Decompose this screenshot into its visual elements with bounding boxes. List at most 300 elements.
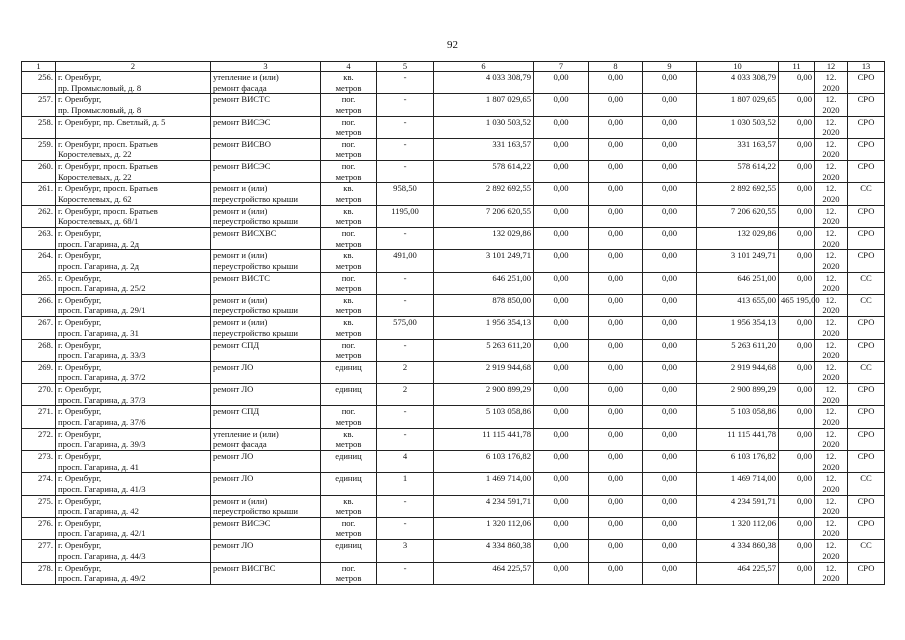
other-funds-cell: 0,00 [779, 228, 815, 250]
fund-cell: 0,00 [643, 517, 697, 539]
work-type-cell [211, 138, 321, 160]
address-line: г. Оренбург, просп. Братьев [58, 183, 158, 194]
work-type-line: ремонт и (или) [213, 294, 268, 305]
work-type-line: переустройство крыши [213, 305, 298, 316]
unit-line: пог. [341, 138, 356, 149]
page-number: 92 [447, 39, 458, 51]
fund-cell: 0,00 [643, 228, 697, 250]
completion-date-cell [815, 228, 848, 250]
work-type-cell [211, 205, 321, 227]
row-number-cell: 259. [22, 138, 56, 160]
date-line: 12. [825, 562, 837, 573]
total-cost-cell: 646 251,00 [434, 272, 534, 294]
date-line: 2020 [822, 461, 840, 472]
date-line: 12. [825, 473, 837, 484]
work-type-cell [211, 94, 321, 116]
row-number-cell: 270. [22, 384, 56, 406]
work-type-line: ремонт СПД [213, 339, 260, 350]
fund-cell: 0,00 [589, 473, 643, 495]
date-line: 2020 [822, 305, 840, 316]
unit-cell [321, 406, 377, 428]
row-number-cell: 277. [22, 540, 56, 562]
other-funds-cell: 465 195,00 [779, 294, 815, 316]
fund-cell: 0,00 [643, 72, 697, 94]
unit-line: пог. [341, 517, 356, 528]
fund-cell: 0,00 [534, 294, 589, 316]
unit-cell [321, 428, 377, 450]
date-line: 2020 [822, 238, 840, 249]
unit-cell [321, 161, 377, 183]
fund-cell: 0,00 [589, 339, 643, 361]
unit-cell [321, 339, 377, 361]
unit-line: пог. [341, 562, 356, 573]
fund-cell: 0,00 [589, 161, 643, 183]
date-line: 12. [825, 272, 837, 283]
quantity-cell: 575,00 [377, 317, 434, 339]
quantity-cell: 1195,00 [377, 205, 434, 227]
fund-cell: 0,00 [643, 361, 697, 383]
other-funds-cell: 0,00 [779, 272, 815, 294]
fund-cell: 0,00 [643, 473, 697, 495]
date-line: 12. [825, 406, 837, 417]
fund-cell: 0,00 [589, 228, 643, 250]
fund-type-cell: СС [848, 272, 885, 294]
table-row [22, 406, 885, 428]
fund-cell: 0,00 [534, 116, 589, 138]
total-cost-cell: 1 320 112,06 [434, 517, 534, 539]
row-number-cell: 260. [22, 161, 56, 183]
unit-line: единиц [335, 384, 362, 395]
completion-date-cell [815, 272, 848, 294]
other-funds-cell: 0,00 [779, 317, 815, 339]
fund-cell: 0,00 [643, 116, 697, 138]
work-type-cell [211, 183, 321, 205]
completion-date-cell [815, 495, 848, 517]
table-row [22, 161, 885, 183]
quantity-cell: - [377, 406, 434, 428]
fund-type-cell: СРО [848, 317, 885, 339]
unit-cell [321, 250, 377, 272]
date-line: 12. [825, 205, 837, 216]
unit-cell [321, 517, 377, 539]
unit-line: пог. [341, 94, 356, 105]
unit-line: пог. [341, 339, 356, 350]
fund-cell: 0,00 [534, 250, 589, 272]
quantity-cell: 1 [377, 473, 434, 495]
address-line: просп. Гагарина, д. 41/3 [58, 483, 146, 494]
table-row [22, 94, 885, 116]
table-row [22, 339, 885, 361]
owners-funds-cell: 5 103 058,86 [697, 406, 779, 428]
work-type-cell [211, 72, 321, 94]
address-line: г. Оренбург, [58, 72, 102, 82]
unit-line: метров [335, 127, 362, 138]
quantity-cell: - [377, 228, 434, 250]
fund-cell: 0,00 [534, 272, 589, 294]
address-line: просп. Гагарина, д. 42 [58, 506, 139, 517]
fund-type-cell: СС [848, 473, 885, 495]
fund-type-cell: СРО [848, 428, 885, 450]
date-line: 12. [825, 540, 837, 551]
date-line: 12. [825, 94, 837, 105]
completion-date-cell [815, 317, 848, 339]
other-funds-cell: 0,00 [779, 406, 815, 428]
date-line: 2020 [822, 104, 840, 115]
other-funds-cell: 0,00 [779, 451, 815, 473]
work-type-line: переустройство крыши [213, 193, 298, 204]
other-funds-cell: 0,00 [779, 72, 815, 94]
address-cell [56, 161, 211, 183]
address-cell [56, 138, 211, 160]
row-number-cell: 269. [22, 361, 56, 383]
column-header: 1 [22, 62, 56, 72]
date-line: 2020 [822, 416, 840, 427]
address-cell [56, 540, 211, 562]
other-funds-cell: 0,00 [779, 116, 815, 138]
other-funds-cell: 0,00 [779, 361, 815, 383]
column-header: 9 [643, 62, 697, 72]
date-line: 2020 [822, 573, 840, 584]
fund-cell: 0,00 [534, 428, 589, 450]
owners-funds-cell: 2 919 944,68 [697, 361, 779, 383]
other-funds-cell: 0,00 [779, 540, 815, 562]
address-line: просп. Гагарина, д. 44/3 [58, 550, 146, 561]
unit-line: кв. [343, 428, 354, 439]
fund-cell: 0,00 [589, 94, 643, 116]
row-number-cell: 271. [22, 406, 56, 428]
address-line: г. Оренбург, просп. Братьев [58, 205, 158, 216]
work-type-line: ремонт ЛО [213, 540, 254, 551]
unit-line: кв. [343, 72, 354, 82]
completion-date-cell [815, 116, 848, 138]
fund-cell: 0,00 [534, 517, 589, 539]
unit-line: кв. [343, 317, 354, 328]
row-number-cell: 268. [22, 339, 56, 361]
address-line: г. Оренбург, [58, 406, 102, 417]
other-funds-cell: 0,00 [779, 161, 815, 183]
address-line: просп. Гагарина, д. 29/1 [58, 305, 146, 316]
unit-line: метров [335, 528, 362, 539]
unit-line: кв. [343, 183, 354, 194]
total-cost-cell: 464 225,57 [434, 562, 534, 584]
unit-line: метров [335, 104, 362, 115]
work-type-line: ремонт ЛО [213, 451, 254, 462]
fund-cell: 0,00 [643, 294, 697, 316]
owners-funds-cell: 1 320 112,06 [697, 517, 779, 539]
date-line: 2020 [822, 82, 840, 93]
row-number-cell: 267. [22, 317, 56, 339]
fund-cell: 0,00 [534, 94, 589, 116]
column-header: 13 [848, 62, 885, 72]
address-line: г. Оренбург, [58, 339, 102, 350]
fund-type-cell: СРО [848, 562, 885, 584]
address-line: г. Оренбург, [58, 228, 102, 239]
fund-type-cell: СРО [848, 406, 885, 428]
total-cost-cell: 2 892 692,55 [434, 183, 534, 205]
work-type-line: ремонт СПД [213, 406, 260, 417]
table-row [22, 317, 885, 339]
other-funds-cell: 0,00 [779, 183, 815, 205]
owners-funds-cell: 3 101 249,71 [697, 250, 779, 272]
table-row [22, 473, 885, 495]
fund-type-cell: СРО [848, 451, 885, 473]
total-cost-cell: 578 614,22 [434, 161, 534, 183]
other-funds-cell: 0,00 [779, 384, 815, 406]
date-line: 2020 [822, 216, 840, 227]
work-type-cell [211, 562, 321, 584]
address-line: г. Оренбург, [58, 384, 102, 395]
unit-cell [321, 495, 377, 517]
completion-date-cell [815, 451, 848, 473]
fund-cell: 0,00 [589, 428, 643, 450]
fund-cell: 0,00 [643, 317, 697, 339]
address-cell [56, 183, 211, 205]
work-type-line: ремонт ВИСГВС [213, 562, 276, 573]
column-header: 10 [697, 62, 779, 72]
work-type-line: переустройство крыши [213, 327, 298, 338]
fund-cell: 0,00 [589, 562, 643, 584]
fund-type-cell: СРО [848, 517, 885, 539]
work-type-line: ремонт фасада [213, 82, 267, 93]
fund-cell: 0,00 [643, 94, 697, 116]
row-number-cell: 265. [22, 272, 56, 294]
other-funds-cell: 0,00 [779, 94, 815, 116]
fund-cell: 0,00 [643, 183, 697, 205]
unit-cell [321, 228, 377, 250]
fund-cell: 0,00 [643, 205, 697, 227]
owners-funds-cell: 1 030 503,52 [697, 116, 779, 138]
address-line: просп. Гагарина, д. 33/3 [58, 350, 146, 361]
date-line: 2020 [822, 193, 840, 204]
row-number-cell: 264. [22, 250, 56, 272]
owners-funds-cell: 578 614,22 [697, 161, 779, 183]
unit-cell [321, 205, 377, 227]
fund-type-cell: СРО [848, 72, 885, 94]
address-line: просп. Гагарина, д. 2д [58, 260, 139, 271]
owners-funds-cell: 2 900 899,29 [697, 384, 779, 406]
unit-cell [321, 384, 377, 406]
column-header: 7 [534, 62, 589, 72]
fund-type-cell: СС [848, 540, 885, 562]
work-type-line: утепление и (или) [213, 428, 279, 439]
address-line: г. Оренбург, просп. Братьев [58, 138, 158, 149]
completion-date-cell [815, 540, 848, 562]
unit-cell [321, 562, 377, 584]
owners-funds-cell: 464 225,57 [697, 562, 779, 584]
table-row [22, 540, 885, 562]
other-funds-cell: 0,00 [779, 339, 815, 361]
fund-cell: 0,00 [643, 161, 697, 183]
address-line: просп. Гагарина, д. 25/2 [58, 283, 146, 294]
row-number-cell: 256. [22, 72, 56, 94]
unit-line: единиц [335, 361, 362, 372]
fund-type-cell: СРО [848, 250, 885, 272]
quantity-cell: - [377, 339, 434, 361]
table-row [22, 205, 885, 227]
work-type-line: ремонт и (или) [213, 495, 268, 506]
total-cost-cell: 878 850,00 [434, 294, 534, 316]
fund-cell: 0,00 [589, 361, 643, 383]
work-type-line: ремонт ВИСХВС [213, 228, 277, 239]
total-cost-cell: 1 030 503,52 [434, 116, 534, 138]
total-cost-cell: 3 101 249,71 [434, 250, 534, 272]
owners-funds-cell: 7 206 620,55 [697, 205, 779, 227]
address-cell [56, 428, 211, 450]
repair-register-table [21, 61, 885, 585]
fund-cell: 0,00 [534, 317, 589, 339]
work-type-cell [211, 495, 321, 517]
address-cell [56, 339, 211, 361]
other-funds-cell: 0,00 [779, 138, 815, 160]
unit-line: метров [335, 506, 362, 517]
owners-funds-cell: 11 115 441,78 [697, 428, 779, 450]
unit-line: метров [335, 573, 362, 584]
total-cost-cell: 4 234 591,71 [434, 495, 534, 517]
date-line: 2020 [822, 283, 840, 294]
fund-cell: 0,00 [589, 250, 643, 272]
address-line: просп. Гагарина, д. 37/2 [58, 372, 146, 383]
address-line: г. Оренбург, [58, 495, 102, 506]
address-cell [56, 317, 211, 339]
row-number-cell: 276. [22, 517, 56, 539]
column-number-row [22, 62, 885, 72]
unit-cell [321, 72, 377, 94]
unit-line: метров [335, 439, 362, 450]
date-line: 2020 [822, 372, 840, 383]
row-number-cell: 278. [22, 562, 56, 584]
work-type-cell [211, 517, 321, 539]
date-line: 12. [825, 517, 837, 528]
date-line: 12. [825, 428, 837, 439]
row-number-cell: 262. [22, 205, 56, 227]
fund-cell: 0,00 [534, 473, 589, 495]
fund-type-cell: СС [848, 294, 885, 316]
unit-line: пог. [341, 161, 356, 172]
owners-funds-cell: 6 103 176,82 [697, 451, 779, 473]
unit-line: метров [335, 171, 362, 182]
completion-date-cell [815, 250, 848, 272]
other-funds-cell: 0,00 [779, 428, 815, 450]
other-funds-cell: 0,00 [779, 517, 815, 539]
address-line: г. Оренбург, [58, 272, 102, 283]
quantity-cell: - [377, 294, 434, 316]
fund-cell: 0,00 [589, 72, 643, 94]
fund-type-cell: СС [848, 183, 885, 205]
unit-cell [321, 94, 377, 116]
quantity-cell: 3 [377, 540, 434, 562]
table-row [22, 183, 885, 205]
completion-date-cell [815, 428, 848, 450]
work-type-cell [211, 540, 321, 562]
address-line: г. Оренбург, [58, 540, 102, 551]
fund-cell: 0,00 [534, 161, 589, 183]
work-type-cell [211, 451, 321, 473]
date-line: 2020 [822, 506, 840, 517]
unit-line: метров [335, 305, 362, 316]
unit-line: кв. [343, 250, 354, 261]
address-cell [56, 384, 211, 406]
quantity-cell: - [377, 94, 434, 116]
quantity-cell: - [377, 161, 434, 183]
address-cell [56, 473, 211, 495]
work-type-cell [211, 361, 321, 383]
address-cell [56, 228, 211, 250]
fund-type-cell: СРО [848, 116, 885, 138]
address-line: г. Оренбург, [58, 317, 102, 328]
address-cell [56, 294, 211, 316]
owners-funds-cell: 132 029,86 [697, 228, 779, 250]
fund-cell: 0,00 [534, 451, 589, 473]
column-header: 4 [321, 62, 377, 72]
fund-cell: 0,00 [643, 339, 697, 361]
address-line: Коростелевых, д. 68/1 [58, 216, 139, 227]
fund-type-cell: СРО [848, 384, 885, 406]
date-line: 2020 [822, 127, 840, 138]
completion-date-cell [815, 339, 848, 361]
fund-type-cell: СРО [848, 161, 885, 183]
work-type-cell [211, 250, 321, 272]
address-line: г. Оренбург, [58, 451, 102, 462]
row-number-cell: 274. [22, 473, 56, 495]
work-type-line: ремонт ЛО [213, 361, 254, 372]
table-row [22, 495, 885, 517]
owners-funds-cell: 413 655,00 [697, 294, 779, 316]
work-type-line: ремонт ЛО [213, 384, 254, 395]
other-funds-cell: 0,00 [779, 562, 815, 584]
completion-date-cell [815, 361, 848, 383]
table-row [22, 562, 885, 584]
fund-cell: 0,00 [589, 183, 643, 205]
table-row [22, 451, 885, 473]
date-line: 12. [825, 116, 837, 127]
table-row [22, 428, 885, 450]
fund-type-cell: СС [848, 361, 885, 383]
fund-cell: 0,00 [534, 138, 589, 160]
completion-date-cell [815, 406, 848, 428]
fund-cell: 0,00 [534, 495, 589, 517]
total-cost-cell: 5 263 611,20 [434, 339, 534, 361]
fund-cell: 0,00 [534, 72, 589, 94]
date-line: 2020 [822, 483, 840, 494]
fund-cell: 0,00 [643, 428, 697, 450]
unit-line: метров [335, 216, 362, 227]
fund-cell: 0,00 [643, 562, 697, 584]
address-line: просп. Гагарина, д. 37/3 [58, 394, 146, 405]
owners-funds-cell: 4 234 591,71 [697, 495, 779, 517]
unit-line: метров [335, 416, 362, 427]
date-line: 12. [825, 495, 837, 506]
work-type-line: переустройство крыши [213, 260, 298, 271]
date-line: 12. [825, 228, 837, 239]
completion-date-cell [815, 384, 848, 406]
total-cost-cell: 4 033 308,79 [434, 72, 534, 94]
quantity-cell: 491,00 [377, 250, 434, 272]
quantity-cell: - [377, 138, 434, 160]
address-line: Коростелевых, д. 22 [58, 171, 132, 182]
work-type-cell [211, 116, 321, 138]
date-line: 12. [825, 161, 837, 172]
table-row [22, 361, 885, 383]
work-type-line: ремонт ВИСЭС [213, 517, 271, 528]
quantity-cell: - [377, 72, 434, 94]
owners-funds-cell: 1 956 354,13 [697, 317, 779, 339]
unit-line: пог. [341, 116, 356, 127]
completion-date-cell [815, 205, 848, 227]
fund-cell: 0,00 [589, 451, 643, 473]
unit-line: пог. [341, 272, 356, 283]
date-line: 2020 [822, 171, 840, 182]
unit-line: кв. [343, 205, 354, 216]
